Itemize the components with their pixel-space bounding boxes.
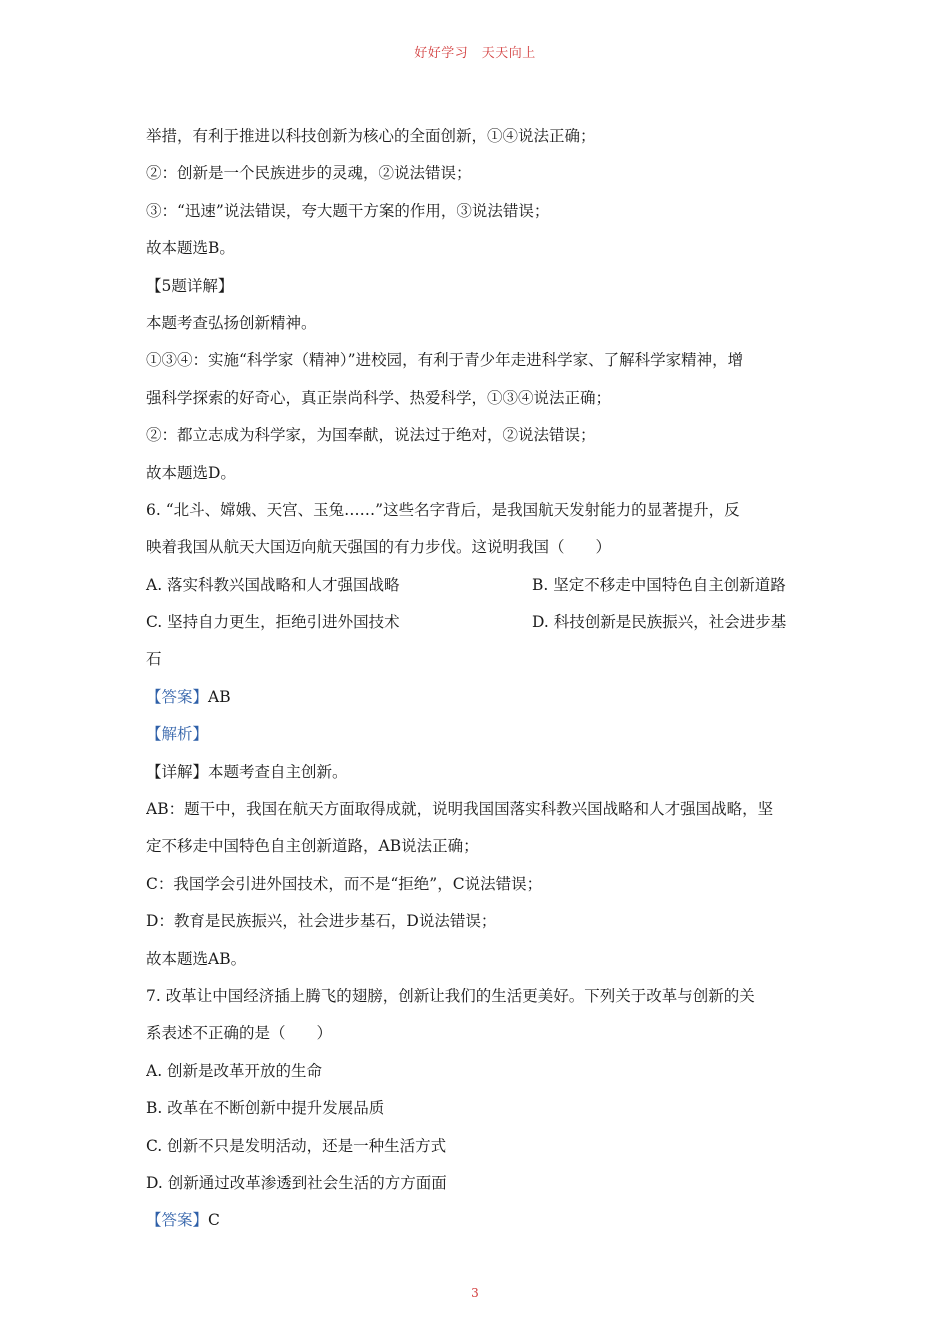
text-line: 定不移走中国特色自主创新道路，AB说法正确； [146, 837, 479, 856]
option-a: A. 创新是改革开放的生命 [146, 1061, 323, 1080]
question-7-stem: 系表述不正确的是（ ） [146, 1024, 333, 1043]
option-c: C. 坚持自力更生，拒绝引进外国技术 [146, 613, 400, 632]
detail-label: 【详解】 [146, 762, 209, 781]
answer-value: AB [208, 687, 231, 706]
option-d-continuation: 石 [146, 650, 162, 669]
answer-label: 【答案】 [146, 687, 209, 706]
section-heading: 【5题详解】 [146, 276, 234, 295]
answer-label: 【答案】 [146, 1211, 209, 1230]
text-line: D：教育是民族振兴，社会进步基石，D说法错误； [146, 912, 497, 931]
analysis-label: 【解析】 [146, 725, 209, 744]
text-line: 故本题选D。 [146, 463, 236, 482]
option-c: C. 创新不只是发明活动，还是一种生活方式 [146, 1136, 447, 1155]
question-6-options-row-2 [146, 604, 810, 641]
option-d: D. 创新通过改革渗透到社会生活的方方面面 [146, 1173, 447, 1192]
page-number: 3 [471, 1286, 479, 1300]
text-line: 强科学探索的好奇心，真正崇尚科学、热爱科学，①③④说法正确； [146, 388, 612, 407]
detail-line [146, 754, 810, 791]
question-7-answer [146, 1202, 810, 1239]
text-line: 举措，有利于推进以科技创新为核心的全面创新，①④说法正确； [146, 127, 596, 145]
option-b: B. 坚定不移走中国特色自主创新道路 [532, 575, 786, 594]
text-line: ②：都立志成为科学家，为国奉献，说法过于绝对，②说法错误； [146, 426, 596, 445]
text-line: ①③④：实施“科学家（精神）”进校园，有利于青少年走进科学家、了解科学家精神，增 [146, 351, 744, 370]
question-6-stem: 映着我国从航天大国迈向航天强国的有力步伐。这说明我国（ ） [146, 538, 612, 557]
text-line: 本题考查弘扬创新精神。 [146, 313, 317, 332]
text-line: AB：题干中，我国在航天方面取得成就，说明我国国落实科教兴国战略和人才强国战略，坚 [146, 800, 774, 819]
answer-value: C [208, 1211, 220, 1230]
text-line: ③：“迅速”说法错误，夸大题干方案的作用，③说法错误； [146, 201, 550, 220]
page-header: 好好学习 天天向上 [414, 46, 536, 61]
question-6-answer [146, 679, 810, 716]
question-6-options-row-1 [146, 567, 810, 604]
document-body [146, 118, 810, 1240]
option-b: B. 改革在不断创新中提升发展品质 [146, 1099, 385, 1118]
text-line: ②：创新是一个民族进步的灵魂，②说法错误； [146, 164, 472, 183]
text-line: C：我国学会引进外国技术，而不是“拒绝”，C说法错误； [146, 874, 543, 893]
question-7-stem: 7. 改革让中国经济插上腾飞的翅膀，创新让我们的生活更美好。下列关于改革与创新的关 [146, 986, 755, 1005]
question-6-stem: 6. “北斗、嫦娥、天宫、玉兔……”这些名字背后，是我国航天发射能力的显著提升，反 [146, 500, 740, 519]
text-line: 故本题选B。 [146, 239, 235, 258]
text-line: 故本题选AB。 [146, 949, 247, 968]
option-a: A. 落实科教兴国战略和人才强国战略 [146, 575, 400, 594]
option-d: D. 科技创新是民族振兴，社会进步基 [532, 613, 787, 632]
detail-text: 本题考查自主创新。 [208, 762, 348, 781]
